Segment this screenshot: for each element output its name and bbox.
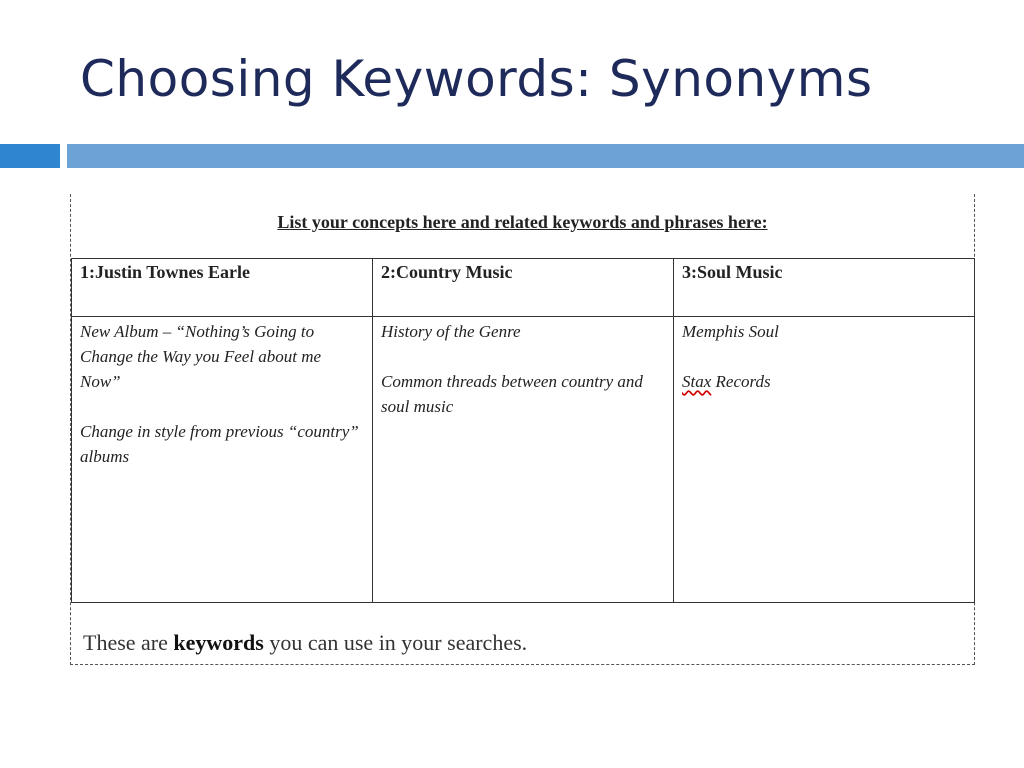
keyword-phrase: Common threads between country and soul music xyxy=(381,372,643,416)
keyword-phrase: Memphis Soul xyxy=(682,322,779,341)
keywords-cell-1 xyxy=(72,317,373,603)
concept-header-3: 3:Soul Music xyxy=(674,259,975,317)
slide-title: Choosing Keywords: Synonyms xyxy=(80,50,873,108)
footer-note xyxy=(83,630,527,656)
keywords-cell-2 xyxy=(373,317,674,603)
table-keywords-row xyxy=(72,317,975,603)
keyword-phrase xyxy=(682,369,966,394)
accent-bar-left xyxy=(0,144,60,168)
concept-header-2: 2:Country Music xyxy=(373,259,674,317)
concepts-table xyxy=(71,258,975,603)
footer-text-after: you can use in your searches. xyxy=(263,630,528,655)
keywords-cell-3 xyxy=(674,317,975,603)
keyword-phrase: New Album – “Nothing’s Going to Change the Way you Feel about me Now” xyxy=(80,322,322,391)
accent-bar-right xyxy=(67,144,1024,168)
concept-header-1: 1:Justin Townes Earle xyxy=(72,259,373,317)
spellcheck-flagged-word: Stax xyxy=(682,372,712,391)
document-screenshot xyxy=(70,194,975,665)
footer-text-bold: keywords xyxy=(173,630,264,655)
table-header-row xyxy=(72,259,975,317)
keyword-phrase: History of the Genre xyxy=(381,322,521,341)
footer-text-before: These are xyxy=(83,630,174,655)
document-heading: List your concepts here and related keywords and phrases here: xyxy=(277,212,768,232)
keyword-phrase-rest: Records xyxy=(711,372,771,391)
keyword-phrase: Change in style from previous “country” albums xyxy=(80,422,359,466)
